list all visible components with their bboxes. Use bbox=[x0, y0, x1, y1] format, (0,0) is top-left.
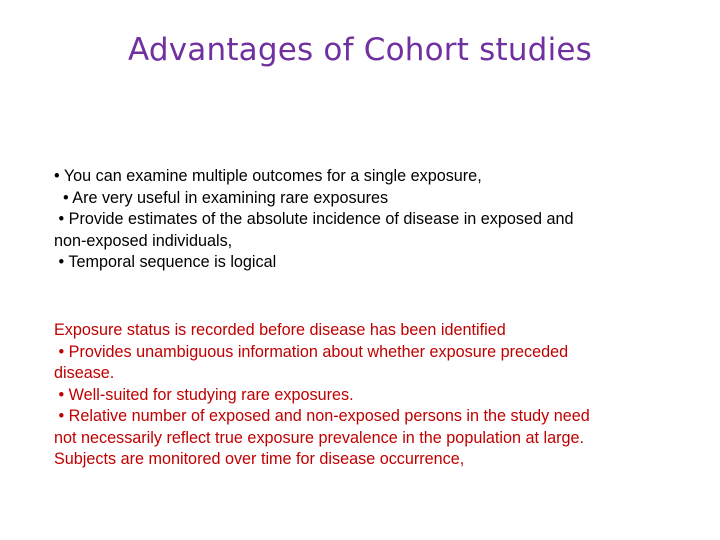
exposure-line: • Well-suited for studying rare exposures. bbox=[54, 385, 354, 404]
exposure-status-notes bbox=[54, 320, 664, 471]
advantage-line: • Provide estimates of the absolute incidence of disease in exposed and bbox=[54, 210, 574, 228]
exposure-line: disease. bbox=[54, 364, 115, 382]
advantage-line: non-exposed individuals, bbox=[54, 231, 233, 250]
exposure-line: • Provides unambiguous information about whether exposure preceded bbox=[54, 342, 569, 361]
exposure-line: not necessarily reflect true exposure prevalence in the population at large. bbox=[54, 428, 585, 447]
exposure-line: Subjects are monitored over time for disease occurrence, bbox=[54, 450, 465, 468]
slide-title: Advantages of Cohort studies bbox=[127, 32, 592, 68]
advantage-line: • Temporal sequence is logical bbox=[54, 253, 277, 271]
advantages-list bbox=[54, 166, 664, 274]
advantage-line: • Are very useful in examining rare exposures bbox=[54, 188, 389, 207]
advantage-line: • You can examine multiple outcomes for a single exposure, bbox=[54, 167, 482, 185]
exposure-line: Exposure status is recorded before disease has been identified bbox=[54, 321, 506, 339]
exposure-line: • Relative number of exposed and non-exposed persons in the study need bbox=[54, 407, 590, 425]
